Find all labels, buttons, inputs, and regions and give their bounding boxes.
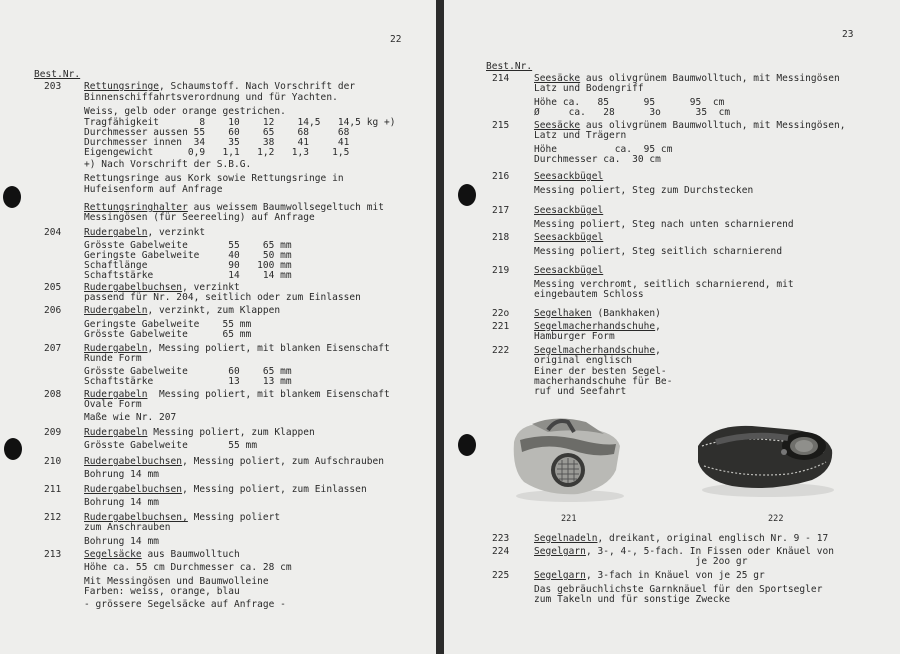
description-text: Ø ca. 28 3o 35 cm <box>534 107 731 118</box>
description-text: Das gebräuchlichste Garnknäuel für den Sportsegler <box>534 584 823 595</box>
description-text: Latz und Bodengriff <box>534 83 644 94</box>
entry-text-line <box>84 293 361 304</box>
description-text: Messing poliert, Steg zum Durchstecken <box>534 185 754 196</box>
product-name: Segelsäcke <box>84 549 142 560</box>
product-name: Seesäcke <box>534 73 581 84</box>
description-text: Runde Form <box>84 353 142 364</box>
description-text: , <box>655 345 661 356</box>
entry-number: 215 <box>492 120 510 131</box>
figure-caption: 221 <box>561 514 577 524</box>
entry-text-line <box>534 595 730 606</box>
description-text: aus olivgrünem Baumwolltuch, mit Messingösen <box>580 73 840 84</box>
entry-text-line <box>84 537 159 548</box>
entry-text-line <box>84 587 240 598</box>
product-name: Segelmacherhandschuhe <box>534 321 656 332</box>
product-name: Rudergabeln <box>84 389 148 400</box>
entry-text-line <box>84 354 142 365</box>
description-text: Einer der besten Segel- <box>534 366 667 377</box>
product-name: Rudergabeln <box>84 227 148 238</box>
description-text: original englisch <box>534 355 633 366</box>
entry-text-line <box>534 356 632 367</box>
description-text: Tragfähigkeit 8 10 12 14,5 14,5 kg +) <box>84 117 396 128</box>
entry-text-line <box>534 387 626 398</box>
entry-text-line <box>84 470 159 481</box>
entry-number: 211 <box>44 484 62 495</box>
description-text: , Messing poliert, mit blanken Eisenschaft <box>147 343 390 354</box>
product-name: Rettungsringe <box>84 81 160 92</box>
entry-title-line <box>84 485 367 496</box>
description-text: Grösste Gabelweite 60 65 mm <box>84 366 292 377</box>
description-text: Durchmesser aussen 55 60 65 68 68 <box>84 127 350 138</box>
description-text: Messing poliert, mit blankem Eisenschaft <box>147 389 390 400</box>
description-text: , verzinkt <box>182 282 240 293</box>
description-text: eingebautem Schloss <box>534 289 644 300</box>
entry-text-line <box>84 330 251 341</box>
description-text: Messing verchromt, seitlich scharnierend, mit <box>534 279 794 290</box>
entry-text-line <box>534 186 753 197</box>
entry-number: 219 <box>492 265 510 276</box>
entry-number: 207 <box>44 343 62 354</box>
description-text: Mit Messingösen und Baumwolleine <box>84 576 269 587</box>
sailmaker-palm-hamburg-photo <box>508 410 628 508</box>
product-name: Seesäcke <box>534 120 581 131</box>
description-text: - grössere Segelsäcke auf Anfrage - <box>84 599 286 610</box>
column-header: Best.Nr. <box>34 69 81 80</box>
entry-title-line <box>84 306 280 317</box>
entry-text-line <box>84 498 159 509</box>
description-text: (Bankhaken) <box>591 308 661 319</box>
entry-number: 217 <box>492 205 510 216</box>
entry-number: 205 <box>44 282 62 293</box>
product-name: Segelmacherhandschuhe <box>534 345 656 356</box>
product-name: Seesackbügel <box>534 171 604 182</box>
entry-text-line <box>84 213 315 224</box>
entry-text-line <box>84 563 292 574</box>
description-text: Messing poliert, Steg seitlich scharnierend <box>534 246 783 257</box>
description-text: zum Takeln und für sonstige Zwecke <box>534 594 731 605</box>
product-name: Segelgarn <box>534 570 586 581</box>
description-text: aus olivgrünem Baumwolltuch, mit Messingösen, <box>580 120 846 131</box>
product-name: Segelnadeln <box>534 533 598 544</box>
description-text: Durchmesser ca. 30 cm <box>534 154 661 165</box>
description-text: Maße wie Nr. 207 <box>84 412 177 423</box>
entry-text-line <box>84 185 222 196</box>
description-text: macherhandschuhe für Be- <box>534 376 673 387</box>
description-text: Rettungsringe aus Kork sowie Rettungsringe in <box>84 173 344 184</box>
entry-number: 222 <box>492 345 510 356</box>
column-header: Best.Nr. <box>486 61 533 72</box>
entry-title-line <box>534 571 765 582</box>
entry-text-line <box>84 271 292 282</box>
entry-text-line <box>84 107 286 118</box>
entry-text-line <box>534 155 661 166</box>
description-text: , 3-fach in Knäuel von je 25 gr <box>585 570 765 581</box>
entry-text-line <box>534 108 730 119</box>
description-text: Eigengewicht 0,9 1,1 1,2 1,3 1,5 <box>84 147 350 158</box>
product-name: Seesackbügel <box>534 265 604 276</box>
entry-title-line <box>534 172 603 183</box>
description-text: , Messing poliert, zum Einlassen <box>182 484 367 495</box>
description-text: Schaftstärke 13 13 mm <box>84 376 292 387</box>
product-name: Segelgarn <box>534 546 586 557</box>
entry-number: 214 <box>492 73 510 84</box>
description-text: Messing poliert <box>187 512 281 523</box>
product-name: Rudergabelbuchsen, <box>84 512 188 523</box>
page-number: 23 <box>842 29 854 40</box>
entry-text-line <box>84 148 349 159</box>
description-text: Bohrung 14 mm <box>84 469 160 480</box>
punch-hole <box>458 434 476 456</box>
entry-text-line <box>84 600 286 611</box>
description-text: Schaftlänge 90 100 mm <box>84 260 292 271</box>
description-text: Geringste Gabelweite 40 50 mm <box>84 250 292 261</box>
product-name: Rudergabeln <box>84 427 148 438</box>
entry-text-line <box>84 400 142 411</box>
entry-text-line <box>534 84 644 95</box>
entry-title-line <box>84 82 355 93</box>
entry-text-line <box>84 523 171 534</box>
description-text: , dreikant, original englisch Nr. 9 - 17 <box>597 533 829 544</box>
entry-title-line <box>84 457 384 468</box>
product-name: Rudergabeln <box>84 305 148 316</box>
description-text: , Schaumstoff. Nach Vorschrift der <box>159 81 356 92</box>
description-text: Farben: weiss, orange, blau <box>84 586 240 597</box>
punch-hole <box>458 184 476 206</box>
product-name: Rudergabelbuchsen <box>84 456 183 467</box>
entry-text-line <box>534 247 782 258</box>
description-text: Grösste Gabelweite 55 65 mm <box>84 240 292 251</box>
left-page <box>0 0 436 654</box>
punch-hole <box>4 438 22 460</box>
description-text: , verzinkt, zum Klappen <box>147 305 281 316</box>
entry-title-line <box>534 534 828 545</box>
entry-number: 203 <box>44 81 62 92</box>
description-text: Messingösen (für Seereeling) auf Anfrage <box>84 212 315 223</box>
entry-number: 224 <box>492 546 510 557</box>
entry-text-line <box>534 220 794 231</box>
description-text: Hufeisenform auf Anfrage <box>84 184 223 195</box>
entry-number: 216 <box>492 171 510 182</box>
entry-text-line <box>84 174 344 185</box>
entry-number: 208 <box>44 389 62 400</box>
entry-text-line <box>534 332 615 343</box>
entry-number: 223 <box>492 533 510 544</box>
description-text: ruf und Seefahrt <box>534 386 627 397</box>
entry-title-line <box>84 428 315 439</box>
entry-title-line <box>84 550 240 561</box>
description-text: Höhe ca. 55 cm Durchmesser ca. 28 cm <box>84 562 292 573</box>
description-text: Binnenschiffahrtsverordnung und für Yachten. <box>84 92 338 103</box>
description-text: aus weissem Baumwollsegeltuch mit <box>187 202 385 213</box>
description-text: je 2oo gr <box>534 556 748 567</box>
product-name: Rudergabelbuchsen <box>84 282 183 293</box>
description-text: , 3-, 4-, 5-fach. In Fissen oder Knäuel von <box>585 546 835 557</box>
description-text: Durchmesser innen 34 35 38 41 41 <box>84 137 350 148</box>
right-page <box>444 0 900 654</box>
entry-title-line <box>534 206 603 217</box>
description-text: Grösste Gabelweite 65 mm <box>84 329 252 340</box>
description-text: Messing poliert, Steg nach unten scharnierend <box>534 219 794 230</box>
description-text: , Messing poliert, zum Aufschrauben <box>182 456 385 467</box>
entry-title-line <box>534 233 603 244</box>
description-text: passend für Nr. 204, seitlich oder zum Einlassen <box>84 292 361 303</box>
description-text: +) Nach Vorschrift der S.B.G. <box>84 159 252 170</box>
product-name: Seesackbügel <box>534 232 604 243</box>
description-text: Bohrung 14 mm <box>84 536 160 547</box>
entry-number: 206 <box>44 305 62 316</box>
entry-number: 22o <box>492 308 510 319</box>
description-text: Latz und Trägern <box>534 130 627 141</box>
description-text: Höhe ca. 95 cm <box>534 144 673 155</box>
entry-text-line <box>84 160 251 171</box>
entry-number: 213 <box>44 549 62 560</box>
description-text: , verzinkt <box>147 227 206 238</box>
description-text: Ovale Form <box>84 399 142 410</box>
entry-title-line <box>534 309 661 320</box>
entry-number: 212 <box>44 512 62 523</box>
description-text: , <box>655 321 661 332</box>
description-text: Grösste Gabelweite 55 mm <box>84 440 258 451</box>
entry-text-line <box>534 290 644 301</box>
product-name: Rudergabeln <box>84 343 148 354</box>
product-name: Rudergabelbuchsen <box>84 484 183 495</box>
entry-title-line <box>534 266 603 277</box>
punch-hole <box>3 186 21 208</box>
description-text: aus Baumwolltuch <box>141 549 240 560</box>
entry-number: 221 <box>492 321 510 332</box>
entry-text-line <box>84 413 176 424</box>
product-name: Rettungsringhalter <box>84 202 188 213</box>
product-name: Segelhaken <box>534 308 592 319</box>
entry-number: 210 <box>44 456 62 467</box>
entry-text-line <box>84 377 292 388</box>
entry-text-line <box>534 131 626 142</box>
entry-text-line <box>534 557 747 568</box>
description-text: Weiss, gelb oder orange gestrichen. <box>84 106 286 117</box>
entry-title-line <box>84 228 205 239</box>
product-name: Seesackbügel <box>534 205 604 216</box>
description-text: Messing poliert, zum Klappen <box>147 427 315 438</box>
entry-number: 204 <box>44 227 62 238</box>
description-text: Hamburger Form <box>534 331 615 342</box>
description-text: Höhe ca. 85 95 95 cm <box>534 97 725 108</box>
description-text: Bohrung 14 mm <box>84 497 160 508</box>
entry-text-line <box>84 93 338 104</box>
figure-caption: 222 <box>768 514 784 524</box>
description-text: zum Anschrauben <box>84 522 171 533</box>
page-number: 22 <box>390 34 402 45</box>
description-text: Schaftstärke 14 14 mm <box>84 270 292 281</box>
sailmaker-palm-english-photo <box>692 416 838 500</box>
entry-number: 225 <box>492 570 510 581</box>
entry-number: 209 <box>44 427 62 438</box>
entry-number: 218 <box>492 232 510 243</box>
entry-text-line <box>84 441 257 452</box>
description-text: Geringste Gabelweite 55 mm <box>84 319 252 330</box>
